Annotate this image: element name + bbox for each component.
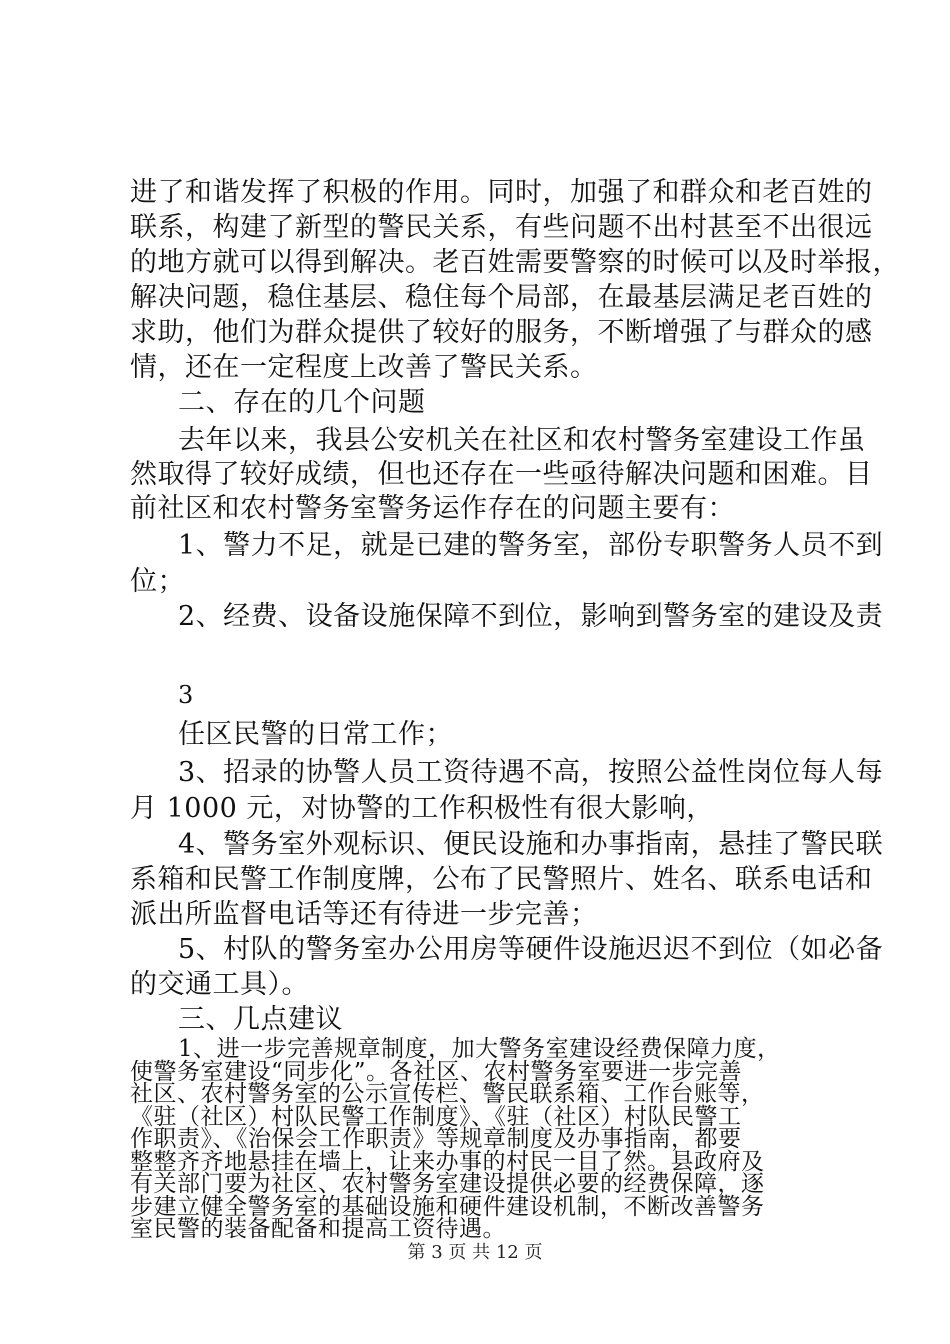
body-text-line: 步建立健全警务室的基础设施和硬件建设机制，不断改善警务	[130, 1193, 765, 1220]
list-item-line: 派出所监督电话等还有待进一步完善；	[130, 899, 598, 930]
body-text-line: 解决问题，稳住基层、稳住每个局部，在最基层满足老百姓的	[130, 282, 873, 313]
list-item-line: 1、警力不足，就是已建的警务室，部份专职警务人员不到	[178, 530, 884, 561]
page-number-marker: 3	[178, 681, 194, 709]
list-item-line: 4、警务室外观标识、便民设施和办事指南，悬挂了警民联	[178, 829, 884, 860]
body-text-line: 情，还在一定程度上改善了警民关系。	[130, 352, 598, 383]
list-item-line: 系箱和民警工作制度牌，公布了民警照片、姓名、联系电话和	[130, 864, 873, 895]
body-text-line: 室民警的装备配备和提高工资待遇。	[130, 1216, 506, 1242]
body-text-line: 整整齐齐地悬挂在墙上，让来办事的村民一目了然。县政府及	[130, 1148, 765, 1175]
body-text-line: 进了和谐发挥了积极的作用。同时，加强了和群众和老百姓的	[130, 177, 873, 208]
body-text-line: 使警务室建设“同步化”。各社区、农村警务室要进一步完善	[130, 1058, 743, 1085]
body-text-line: 求助，他们为群众提供了较好的服务，不断增强了与群众的感	[130, 317, 873, 348]
body-text-line: 有关部门要为社区、农村警务室建设提供必要的经费保障，逐	[130, 1171, 765, 1197]
section-heading: 二、存在的几个问题	[178, 387, 426, 418]
list-item-line: 的交通工具）。	[130, 969, 309, 1000]
page-footer: 第 3 页 共 12 页	[407, 1242, 543, 1263]
list-item-line: 位；	[130, 566, 185, 597]
body-text-line: 作职责》、《治保会工作职责》等规章制度及办事指南，都要	[130, 1126, 742, 1152]
list-item-line: 3、招录的协警人员工资待遇不高，按照公益性岗位每人每	[178, 757, 884, 788]
body-text-line: 1、进一步完善规章制度，加大警务室建设经费保障力度，	[178, 1036, 781, 1062]
body-text-line: 去年以来，我县公安机关在社区和农村警务室建设工作虽	[178, 425, 866, 456]
list-item-line: 5、村队的警务室办公用房等硬件设施迟迟不到位（如必备	[178, 934, 884, 965]
body-text-line: 联系，构建了新型的警民关系，有些问题不出村甚至不出很远	[130, 212, 873, 243]
list-item-line: 任区民警的日常工作；	[178, 719, 453, 750]
body-text-line: 《驻（社区）村队民警工作制度》、《驻（社区）村队民警工	[130, 1103, 742, 1130]
list-item-line: 2、经费、设备设施保障不到位，影响到警务室的建设及责	[178, 601, 884, 632]
list-item-line: 月 1000 元，对协警的工作积极性有很大影响，	[130, 793, 714, 824]
body-text-line: 的地方就可以得到解决。老百姓需要警察的时候可以及时举报，	[130, 247, 900, 278]
body-text-line: 然取得了较好成绩，但也还存在一些亟待解决问题和困难。目	[130, 459, 873, 490]
section-heading: 三、几点建议	[178, 1004, 343, 1035]
body-text-line: 社区、农村警务室的公示宣传栏、警民联系箱、工作台账等，	[130, 1081, 765, 1107]
body-text-line: 前社区和农村警务室警务运作存在的问题主要有：	[130, 493, 735, 524]
